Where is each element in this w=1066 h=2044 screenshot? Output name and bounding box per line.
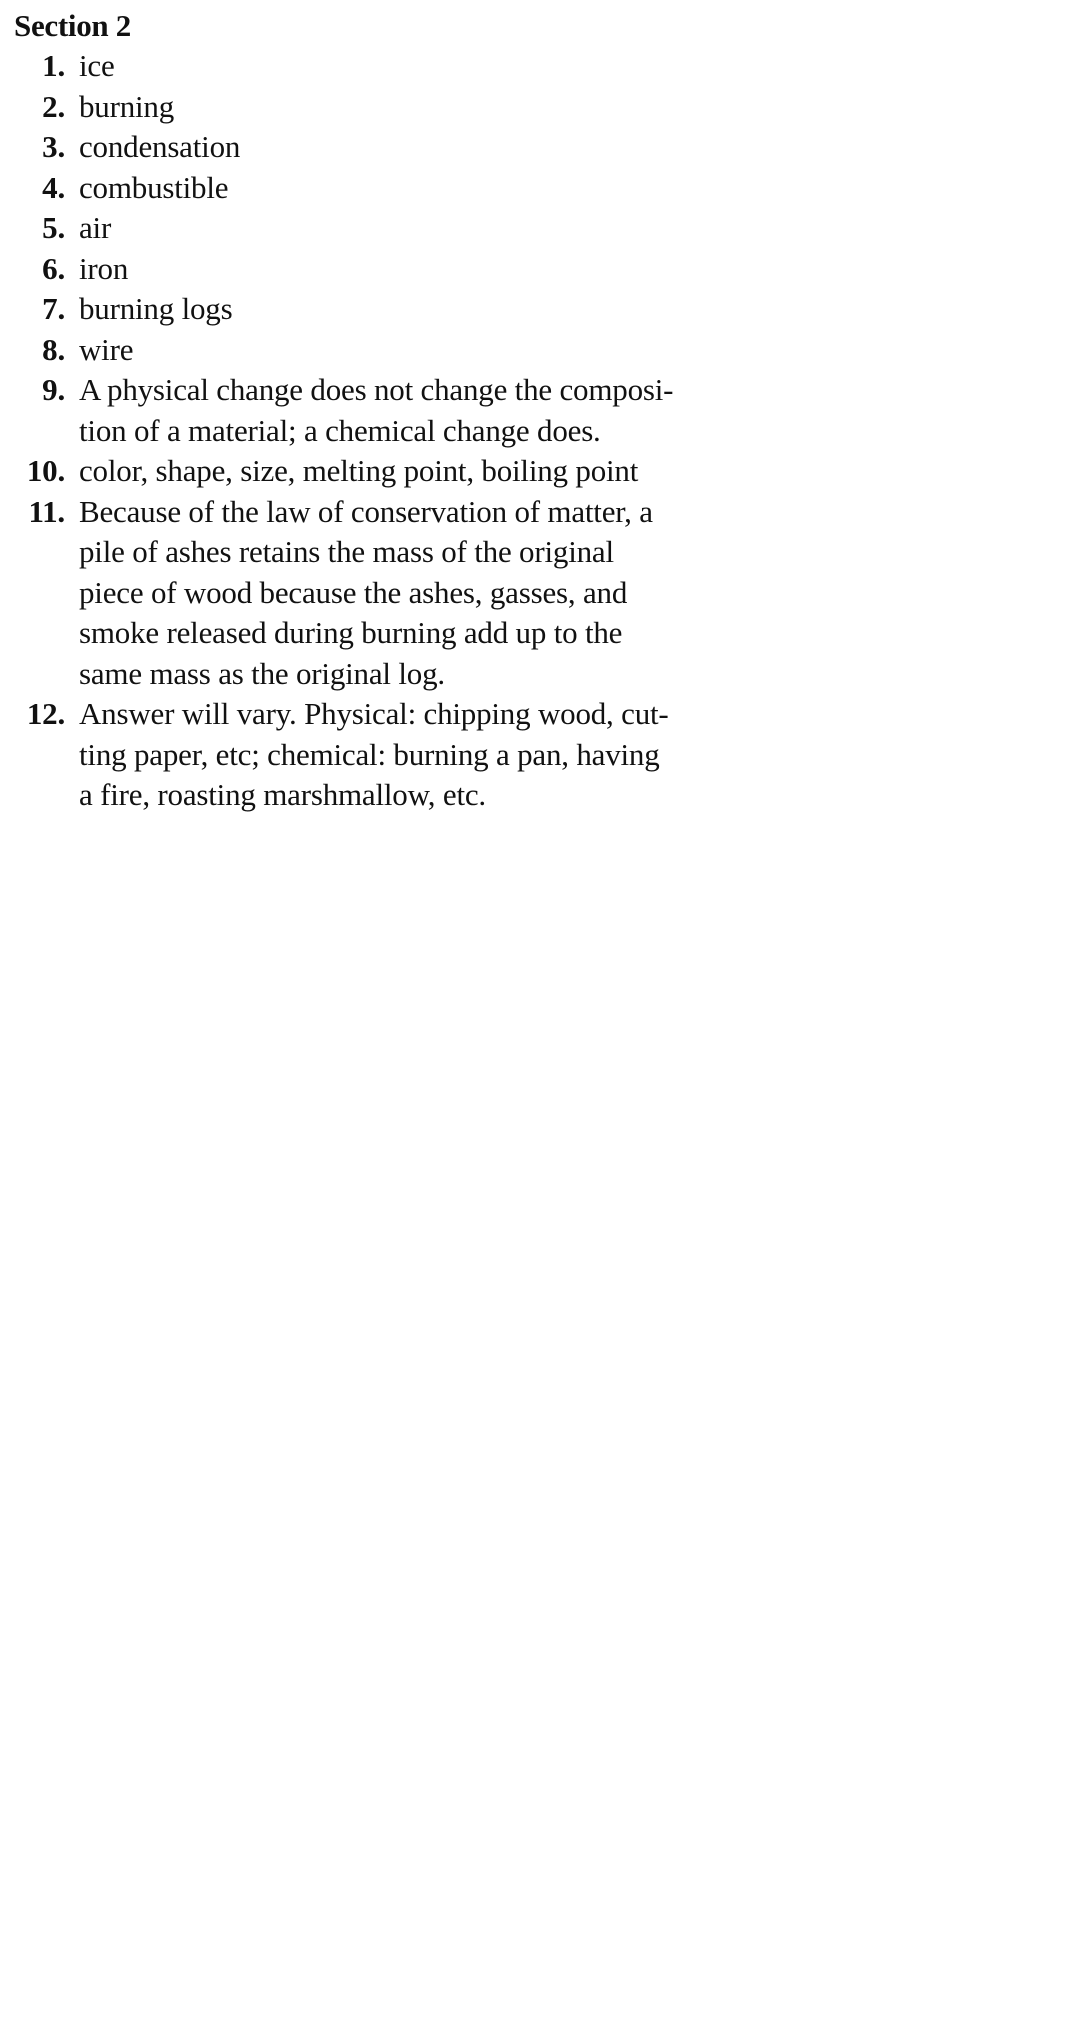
answer-number: 8. (42, 331, 65, 367)
answer-item-4 (14, 168, 814, 209)
answer-number: 3. (42, 129, 65, 164)
answer-item-10 (14, 451, 814, 492)
answer-item-6 (14, 249, 814, 290)
answer-item-2 (14, 87, 814, 128)
answer-item-1 (14, 46, 814, 87)
answer-text: ice (79, 48, 115, 83)
answer-number: 5. (42, 210, 65, 245)
answer-text: color, shape, size, melting point, boiling point (79, 453, 639, 488)
answer-item-12 (14, 694, 814, 816)
answer-text: combustible (79, 169, 229, 205)
answer-item-11 (14, 492, 814, 695)
answer-text: burning (79, 88, 175, 124)
answer-number: 12. (26, 696, 65, 731)
answer-number: 4. (42, 169, 65, 205)
answer-key-page (14, 6, 814, 816)
answer-number: 9. (42, 372, 65, 407)
answer-item-5 (14, 208, 814, 249)
answer-number: 1. (42, 48, 65, 83)
answer-item-7 (14, 289, 814, 330)
answer-text: air (79, 210, 112, 245)
answer-list (14, 46, 814, 816)
answer-text: Because of the law of conservation of matter, a pile of ashes retains the mass of the original piece of wood because the ashes, gasses, and smoke released during burning add up to the same mass as the original log. (79, 493, 653, 691)
answer-item-9 (14, 370, 814, 451)
answer-number: 7. (42, 291, 65, 326)
answer-item-3 (14, 127, 814, 168)
answer-number: 6. (42, 250, 65, 286)
answer-number: 11. (28, 493, 65, 529)
answer-item-8 (14, 330, 814, 371)
answer-number: 10. (26, 453, 65, 488)
answer-number: 2. (42, 88, 65, 124)
answer-text: A physical change does not change the composi- tion of a material; a chemical change does. (79, 372, 674, 448)
answer-text: iron (79, 250, 129, 286)
section-title: Section 2 (14, 8, 131, 43)
answer-text: Answer will vary. Physical: chipping wood, cut- ting paper, etc; chemical: burning a pan, having a fire, roasting marshmallow, etc. (79, 696, 669, 812)
answer-text: condensation (79, 129, 241, 164)
answer-text: wire (79, 331, 134, 367)
answer-text: burning logs (79, 291, 233, 326)
